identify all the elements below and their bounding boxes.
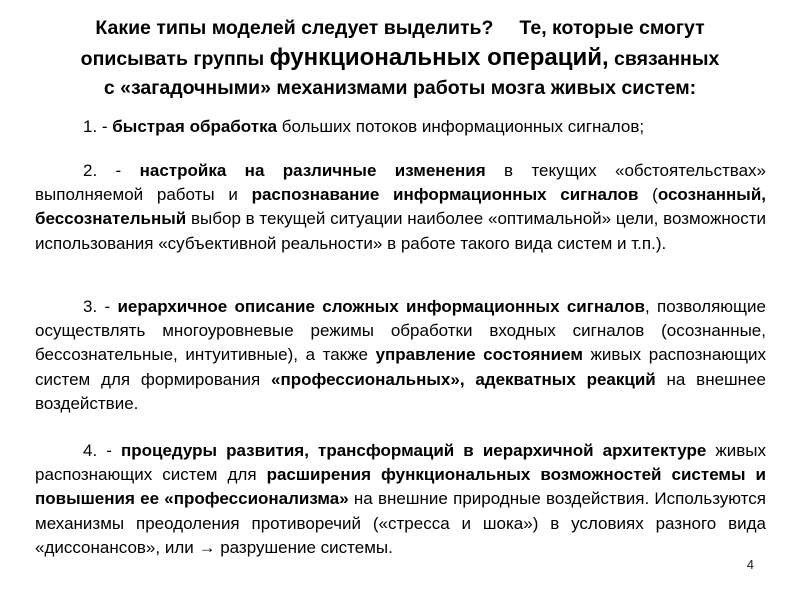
item-text: живых распознающих систем для формирования xyxy=(35,345,767,389)
page-number: 4 xyxy=(746,557,754,572)
item-emphasis: процедуры развития, трансформаций в иерархичной архитектуре xyxy=(120,441,707,460)
item-text: в текущих «обстоятельствах» выполняемой работы и xyxy=(35,161,766,205)
slide-title xyxy=(30,14,770,103)
item-text: , позволяющие осуществлять многоуровневые режимы обработки входных сигналов (осознанные, бессознательные, интуитивные), а также xyxy=(35,297,766,365)
item-text: живых распознающих систем для xyxy=(35,441,767,485)
list-item-4 xyxy=(35,439,766,560)
title-line2-part2: связанных xyxy=(614,48,720,70)
item-number: 3. - xyxy=(83,297,111,316)
item-emphasis: расширения функциональных возможностей системы и повышения ее «профессионализма» xyxy=(35,465,766,509)
item-emphasis: иерархичное описание сложных информационных сигналов xyxy=(117,297,645,316)
item-number: 2. - xyxy=(83,161,122,180)
item-text: выбор в текущей ситуации наиболее «оптимальной» цели, возможности использования «субъективной реальности» в работе такого вида систем и т.п.). xyxy=(35,209,766,253)
list-item-2 xyxy=(35,159,766,256)
item-number: 4. - xyxy=(83,441,112,460)
title-line1-part1: Какие типы моделей следует выделить? xyxy=(95,17,494,39)
item-emphasis: «профессиональных», адекватных реакций xyxy=(271,369,656,389)
item-emphasis: настройка на различные изменения xyxy=(139,161,486,180)
title-line2-emphasis: функциональных операций, xyxy=(269,44,609,71)
list-item-3 xyxy=(35,295,766,416)
item-number: 1. - xyxy=(83,117,108,136)
item-emphasis: управление состоянием xyxy=(375,345,583,365)
title-line3: с «загадочными» механизмами работы мозга живых систем: xyxy=(103,77,697,99)
item-emphasis: распознавание информационных сигналов xyxy=(251,185,639,205)
item-emphasis: быстрая обработка xyxy=(112,117,278,136)
item-text: на внешнее воздействие. xyxy=(35,369,766,413)
title-line1-part2: Те, которые смогут xyxy=(519,17,705,39)
item-text: больших потоков информационных сигналов; xyxy=(281,117,645,136)
item-text: на внешние природные воздействия. Используются механизмы преодоления противоречий («стресса и шока») в условиях разного вида «диссонансов», или xyxy=(35,489,766,557)
item-text: ( xyxy=(652,185,658,205)
item-emphasis: осознанный, бессознательный xyxy=(35,185,766,229)
arrow-right-icon: → xyxy=(198,537,216,557)
list-item-1 xyxy=(35,115,766,139)
item-text: разрушение системы. xyxy=(220,537,393,557)
title-line2-part1: описывать группы xyxy=(80,48,265,70)
